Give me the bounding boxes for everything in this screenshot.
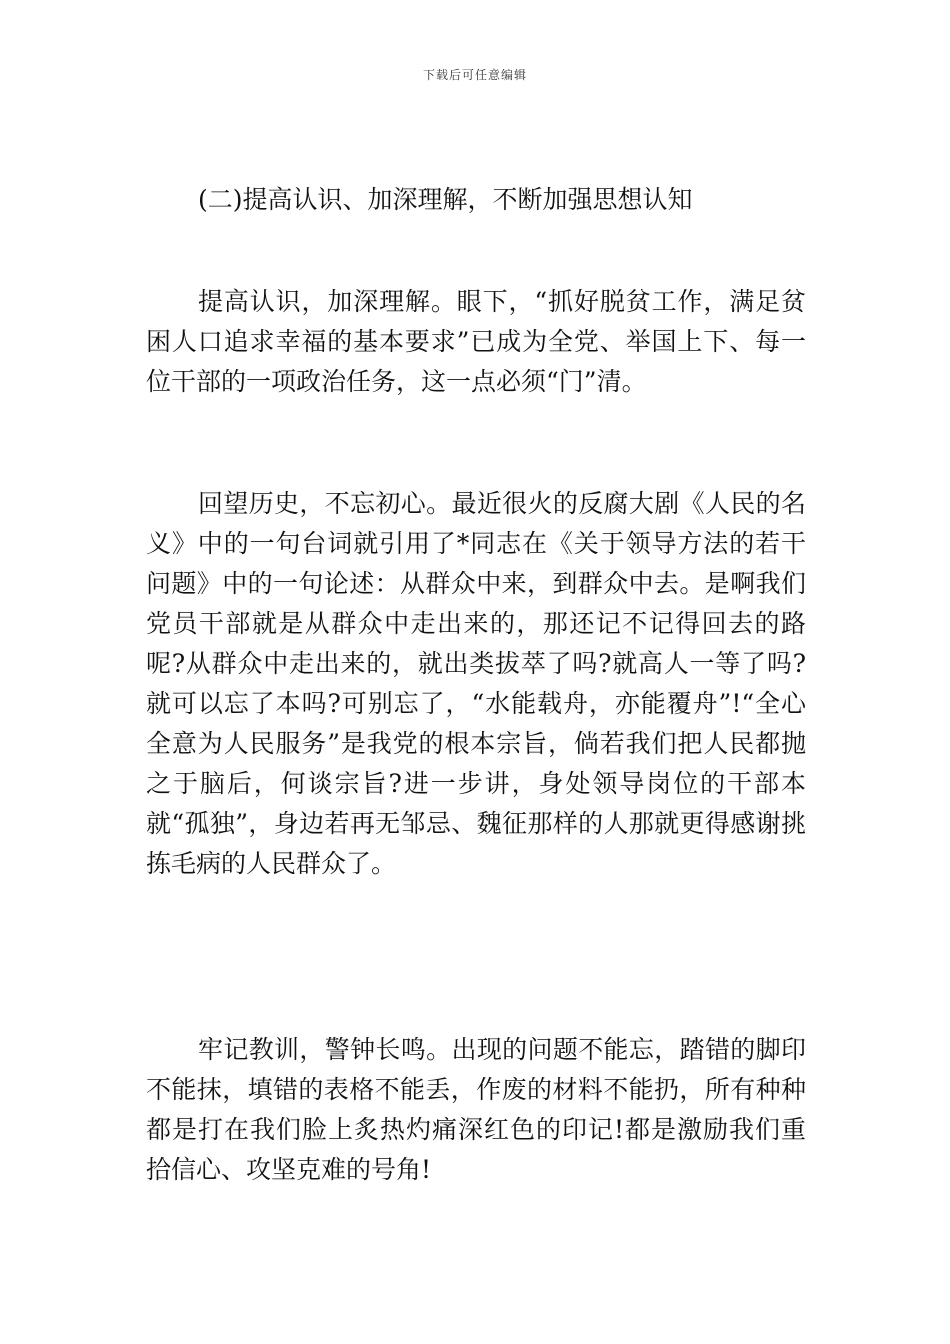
paragraph-1: 提高认识，加深理解。眼下，“抓好脱贫工作，满足贫困人口追求幸福的基本要求”已成为全党、举国上下、每一位干部的一项政治任务，这一点必须“门”清。 xyxy=(146,287,806,396)
page-header-note: 下载后可任意编辑 xyxy=(422,68,527,82)
section-heading: (二)提高认识、加深理解，不断加强思想认知 xyxy=(198,185,693,214)
paragraph-3: 牢记教训，警钟长鸣。出现的问题不能忘，踏错的脚印不能抹，填错的表格不能丢，作废的材料不能扔，所有种种都是打在我们脸上炙热灼痛深红色的印记!都是激励我们重拾信心、攻坚克难的号角! xyxy=(146,1035,806,1184)
paragraph-2: 回望历史，不忘初心。最近很火的反腐大剧《人民的名义》中的一句台词就引用了*同志在《关于领导方法的若干问题》中的一句论述：从群众中来，到群众中去。是啊我们党员干部就是从群众中走出来的，那还记不记得回去的路呢?从群众中走出来的，就出类拔萃了吗?就高人一等了吗?就可以忘了本吗?可别忘了，“水能载舟，亦能覆舟”!“全心全意为人民服务”是我党的根本宗旨，倘若我们把人民都抛之于脑后，何谈宗旨?进一步讲，身处领导岗位的干部本就“孤独”，身边若再无邹忌、魏征那样的人那就更得感谢挑拣毛病的人民群众了。 xyxy=(146,489,806,878)
